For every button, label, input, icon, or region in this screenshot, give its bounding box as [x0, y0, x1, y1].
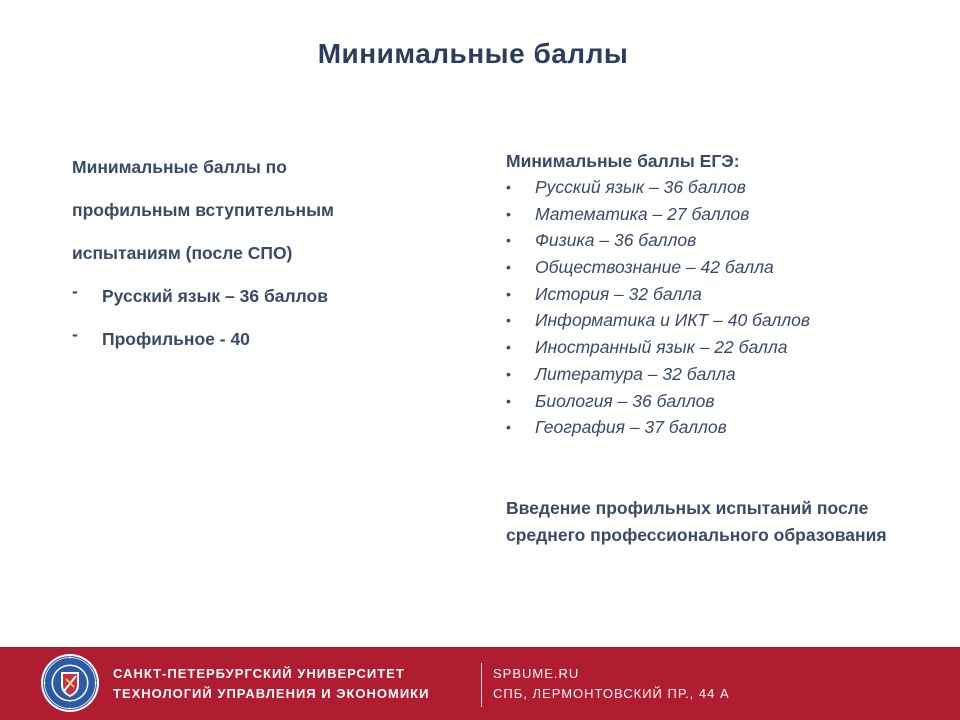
profile-exams-heading: [72, 146, 452, 275]
address-text: СПБ, ЛЕРМОНТОВСКИЙ ПР., 44 А: [493, 686, 730, 701]
bullet-marker: •: [506, 419, 511, 436]
page-title: Минимальные баллы: [317, 38, 629, 69]
list-item-text: История – 32 балла: [535, 283, 702, 304]
list-item: [506, 254, 926, 281]
university-seal-graphic: [40, 653, 100, 713]
list-item-text: Русский язык – 36 баллов: [535, 177, 746, 197]
ege-scores-list: [506, 174, 926, 441]
list-item: [72, 318, 452, 361]
profile-exams-heading-line: Минимальные баллы по: [72, 157, 287, 177]
university-name: [113, 664, 429, 704]
profile-exams-section: [72, 146, 452, 361]
profile-exams-note: Введение профильных испытаний после среднего профессионального образования: [506, 498, 887, 545]
profile-exams-heading-line: испытаниям (после СПО): [72, 243, 293, 263]
list-item: [506, 227, 926, 254]
list-item-text: Физика – 36 баллов: [535, 230, 697, 251]
website-link[interactable]: SPBUME.RU: [493, 666, 580, 681]
dash-marker: -: [72, 324, 78, 344]
list-item: [506, 334, 926, 361]
list-item-text: Профильное - 40: [102, 329, 250, 349]
bullet-marker: •: [506, 205, 511, 222]
ege-scores-section: [506, 148, 926, 441]
list-item: [506, 414, 926, 441]
university-name-line: САНКТ-ПЕТЕРБУРГСКИЙ УНИВЕРСИТЕТ: [113, 666, 405, 681]
footer-divider: [481, 663, 482, 707]
list-item-text: Литература – 32 балла: [535, 363, 736, 384]
list-item: [72, 275, 452, 318]
bullet-marker: •: [506, 392, 511, 409]
list-item: [506, 281, 926, 308]
bullet-marker: •: [506, 312, 511, 329]
list-item-text: Биология – 36 баллов: [535, 390, 715, 411]
list-item-text: Обществознание – 42 балла: [535, 257, 774, 278]
list-item-text: Математика – 27 баллов: [535, 203, 750, 224]
university-seal-icon: [40, 653, 100, 713]
ege-scores-heading: Минимальные баллы ЕГЭ:: [506, 151, 740, 171]
list-item: [506, 388, 926, 415]
university-name-line: ТЕХНОЛОГИЙ УПРАВЛЕНИЯ И ЭКОНОМИКИ: [113, 686, 430, 701]
bullet-marker: •: [506, 232, 511, 249]
contact-info: [493, 664, 730, 704]
list-item-text: Информатика и ИКТ – 40 баллов: [535, 310, 811, 331]
list-item-text: География – 37 баллов: [535, 417, 727, 438]
list-item: [506, 307, 926, 334]
dash-marker: -: [72, 281, 78, 301]
footer-bar: [0, 647, 960, 720]
bullet-marker: •: [506, 179, 511, 195]
list-item: [506, 361, 926, 388]
bullet-marker: •: [506, 339, 511, 356]
bullet-marker: •: [506, 259, 511, 276]
list-item-text: Русский язык – 36 баллов: [102, 286, 328, 306]
profile-exams-list: [72, 275, 452, 361]
list-item-text: Иностранный язык – 22 балла: [535, 337, 788, 358]
list-item: [506, 174, 926, 201]
list-item: [506, 201, 926, 228]
bullet-marker: •: [506, 285, 511, 302]
bullet-marker: •: [506, 365, 511, 382]
profile-exams-heading-line: профильным вступительным: [72, 200, 334, 220]
